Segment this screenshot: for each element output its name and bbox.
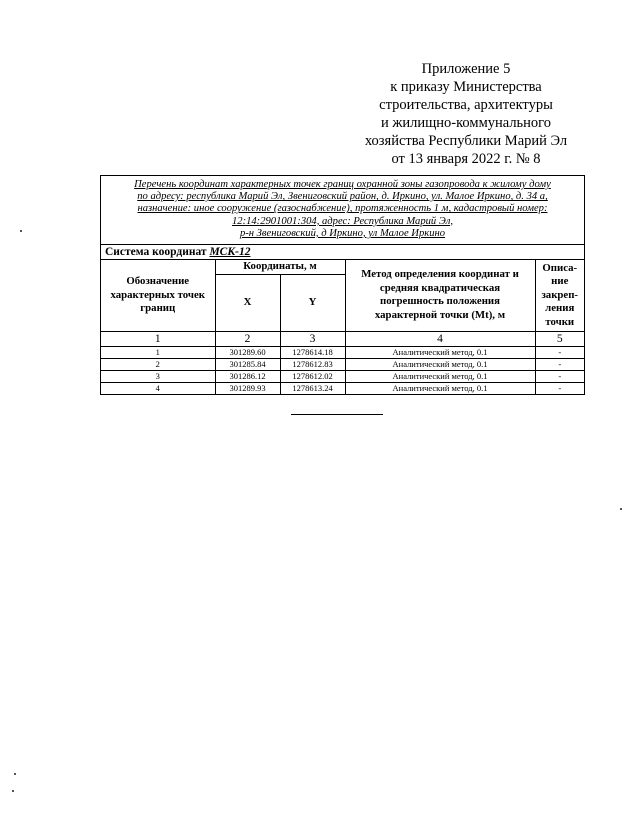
column-number: 2 bbox=[215, 331, 280, 346]
table-row bbox=[101, 358, 584, 370]
cell-y: 1278612.02 bbox=[280, 370, 345, 382]
appendix-line: и жилищно-коммунального bbox=[380, 115, 552, 131]
column-number: 4 bbox=[345, 331, 535, 346]
header-description: Описа-ние закреп-ления точки bbox=[535, 260, 584, 331]
cell-y: 1278614.18 bbox=[280, 346, 345, 358]
cell-x: 301285.84 bbox=[215, 358, 280, 370]
table-row bbox=[101, 346, 584, 358]
caption-line: назначение: иное сооружение (газоснабжение), протяженность 1 м, кадастровый номер: bbox=[137, 203, 548, 215]
scan-speck bbox=[12, 790, 14, 792]
column-number: 5 bbox=[535, 331, 584, 346]
header-coordinates: Координаты, м bbox=[215, 260, 345, 274]
cell-description: - bbox=[535, 358, 584, 370]
appendix-line: от 13 января 2022 г. № 8 bbox=[391, 151, 541, 167]
cell-description: - bbox=[535, 346, 584, 358]
document-caption bbox=[101, 176, 584, 245]
cell-description: - bbox=[535, 370, 584, 382]
cell-point: 4 bbox=[101, 382, 215, 394]
cell-method: Аналитический метод, 0.1 bbox=[345, 370, 535, 382]
cell-y: 1278613.24 bbox=[280, 382, 345, 394]
coordinates-table bbox=[101, 260, 584, 394]
cell-x: 301289.93 bbox=[215, 382, 280, 394]
table-row bbox=[101, 382, 584, 394]
column-number: 3 bbox=[280, 331, 345, 346]
cell-description: - bbox=[535, 382, 584, 394]
cell-x: 301289.60 bbox=[215, 346, 280, 358]
cell-y: 1278612.83 bbox=[280, 358, 345, 370]
cell-x: 301286.12 bbox=[215, 370, 280, 382]
cell-method: Аналитический метод, 0.1 bbox=[345, 382, 535, 394]
appendix-line: строительства, архитектуры bbox=[379, 97, 553, 113]
coordinate-system-value: МСК-12 bbox=[209, 246, 251, 259]
coordinates-frame bbox=[100, 175, 585, 395]
appendix-header bbox=[340, 60, 592, 168]
cell-point: 2 bbox=[101, 358, 215, 370]
caption-line: по адресу: республика Марий Эл, Звениговский район, д. Иркино, ул. Малое Иркино, д. 34 а, bbox=[137, 191, 548, 203]
cell-method: Аналитический метод, 0.1 bbox=[345, 358, 535, 370]
appendix-line: хозяйства Республики Марий Эл bbox=[364, 133, 568, 149]
header-point: Обозначение характерных точек границ bbox=[101, 260, 215, 331]
table-row bbox=[101, 370, 584, 382]
scan-speck bbox=[14, 773, 16, 775]
column-number: 1 bbox=[101, 331, 215, 346]
header-x: X bbox=[215, 274, 280, 331]
cell-point: 3 bbox=[101, 370, 215, 382]
closing-divider bbox=[291, 414, 383, 415]
scan-speck bbox=[20, 230, 22, 232]
cell-method: Аналитический метод, 0.1 bbox=[345, 346, 535, 358]
coordinate-system-label: Система координат bbox=[105, 246, 207, 259]
appendix-line: к приказу Министерства bbox=[390, 79, 542, 95]
appendix-line: Приложение 5 bbox=[421, 61, 511, 77]
scan-speck bbox=[620, 508, 622, 510]
header-method: Метод определения координат и средняя квадратическая погрешность положения характерной точки (Мt), м bbox=[345, 260, 535, 331]
header-y: Y bbox=[280, 274, 345, 331]
cell-point: 1 bbox=[101, 346, 215, 358]
caption-line: 12:14:2901001:304, адрес: Республика Марий Эл, bbox=[231, 215, 454, 227]
caption-line: р-н Звениговский, д Иркино, ул Малое Иркино bbox=[239, 227, 446, 239]
caption-line: Перечень координат характерных точек границ охранной зоны газопровода к жилому дому bbox=[134, 179, 551, 190]
coordinate-system bbox=[101, 245, 584, 260]
